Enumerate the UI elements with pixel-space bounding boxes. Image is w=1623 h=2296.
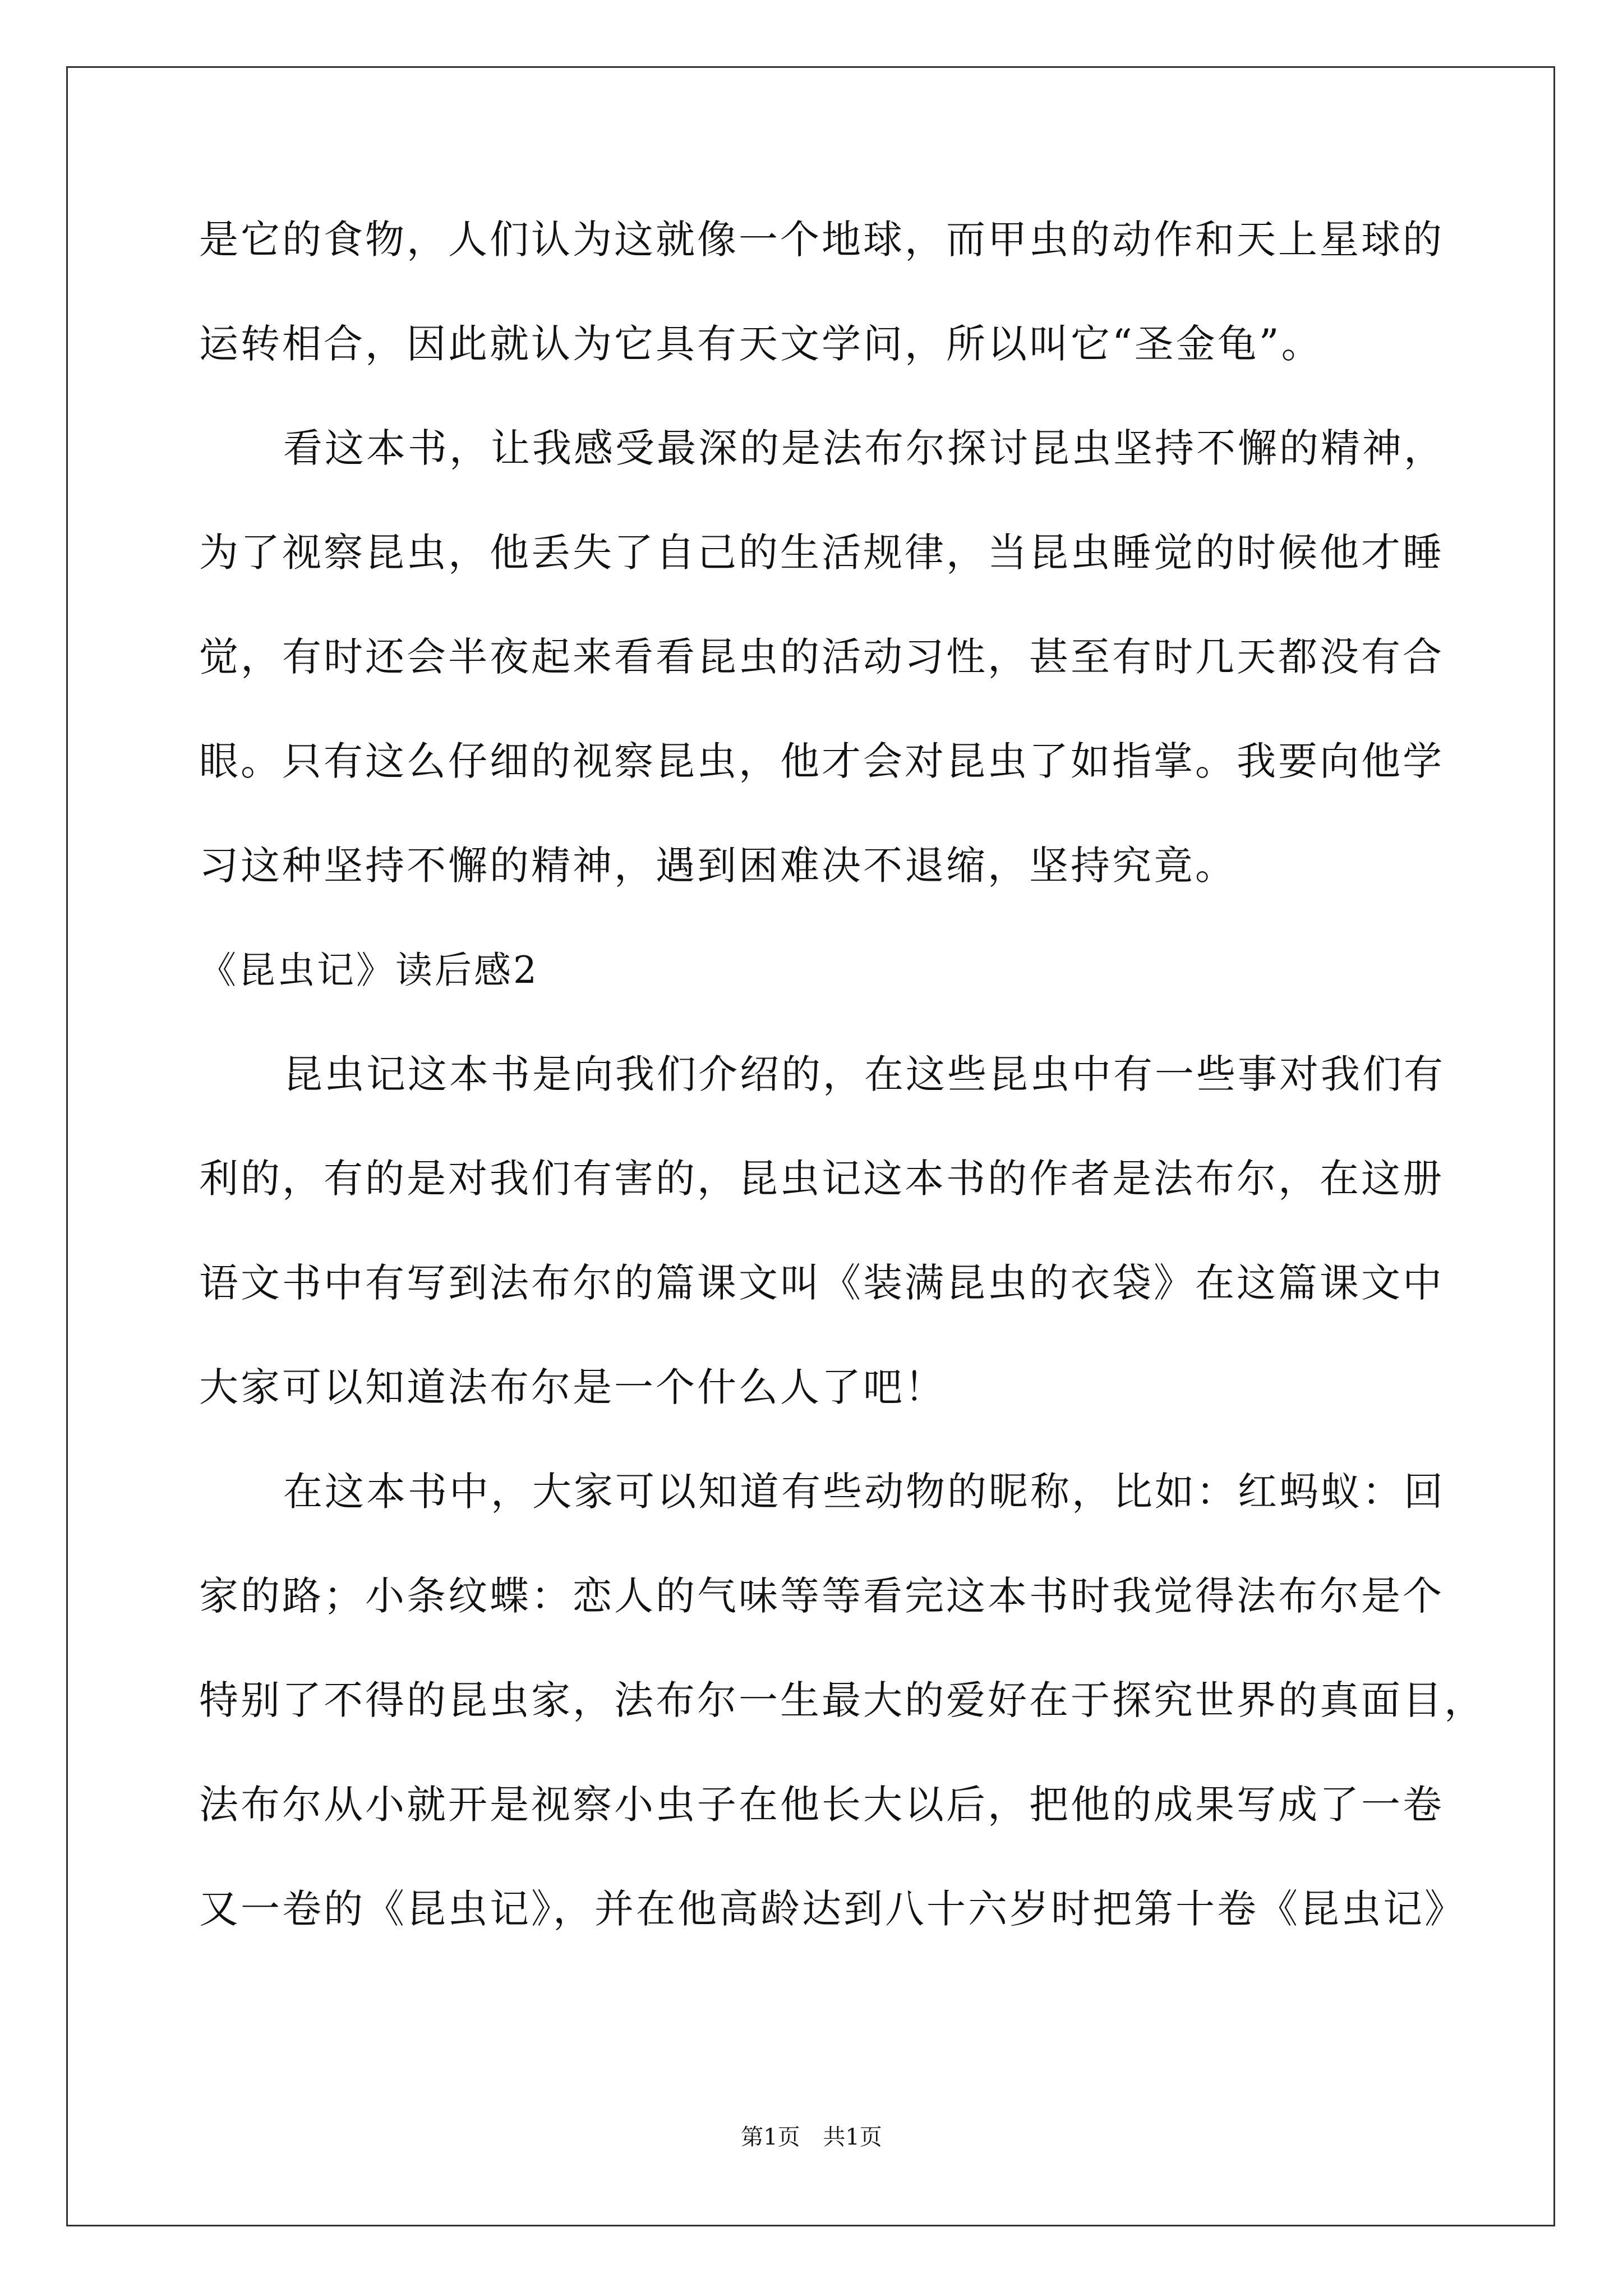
text-line: 大家可以知道法布尔是一个什么人了吧！ bbox=[199, 1364, 946, 1410]
text-line: 昆虫记这本书是向我们介绍的，在这些昆虫中有一些事对我们有 bbox=[283, 1051, 1445, 1097]
page-number: 第1页 bbox=[741, 2124, 800, 2150]
text-line: 习这种坚持不懈的精神，遇到困难决不退缩，坚持究竟。 bbox=[199, 843, 1237, 889]
text-line: 觉，有时还会半夜起来看看昆虫的活动习性，甚至有时几天都没有合 bbox=[199, 634, 1444, 680]
page-total: 共1页 bbox=[823, 2124, 882, 2150]
text-line: 法布尔从小就开是视察小虫子在他长大以后，把他的成果写成了一卷 bbox=[199, 1782, 1444, 1828]
text-line: 为了视察昆虫，他丢失了自己的生活规律，当昆虫睡觉的时候他才睡 bbox=[199, 530, 1444, 576]
text-line: 特别了不得的昆虫家，法布尔一生最大的爱好在于探究世界的真面目， bbox=[199, 1677, 1486, 1723]
text-line: 语文书中有写到法布尔的篇课文叫《装满昆虫的衣袋》在这篇课文中 bbox=[199, 1260, 1444, 1306]
text-line: 是它的食物，人们认为这就像一个地球，而甲虫的动作和天上星球的 bbox=[199, 217, 1444, 263]
text-line: 看这本书，让我感受最深的是法布尔探讨昆虫坚持不懈的精神， bbox=[283, 425, 1445, 471]
page-footer bbox=[0, 2123, 1623, 2151]
section-heading: 《昆虫记》读后感2 bbox=[199, 949, 539, 992]
text-line: 运转相合，因此就认为它具有天文学问，所以叫它“圣金龟”。 bbox=[199, 321, 1323, 367]
text-line: 在这本书中，大家可以知道有些动物的昵称，比如：红蚂蚁：回 bbox=[283, 1469, 1445, 1515]
text-line: 利的，有的是对我们有害的，昆虫记这本书的作者是法布尔，在这册 bbox=[199, 1156, 1444, 1202]
text-line: 又一卷的《昆虫记》，并在他高龄达到八十六岁时把第十卷《昆虫记》 bbox=[199, 1886, 1466, 1932]
text-line: 眼。只有这么仔细的视察昆虫，他才会对昆虫了如指掌。我要向他学 bbox=[199, 738, 1444, 784]
document-body bbox=[199, 213, 1486, 1987]
text-line: 家的路；小条纹蝶：恋人的气味等等看完这本书时我觉得法布尔是个 bbox=[199, 1573, 1444, 1619]
